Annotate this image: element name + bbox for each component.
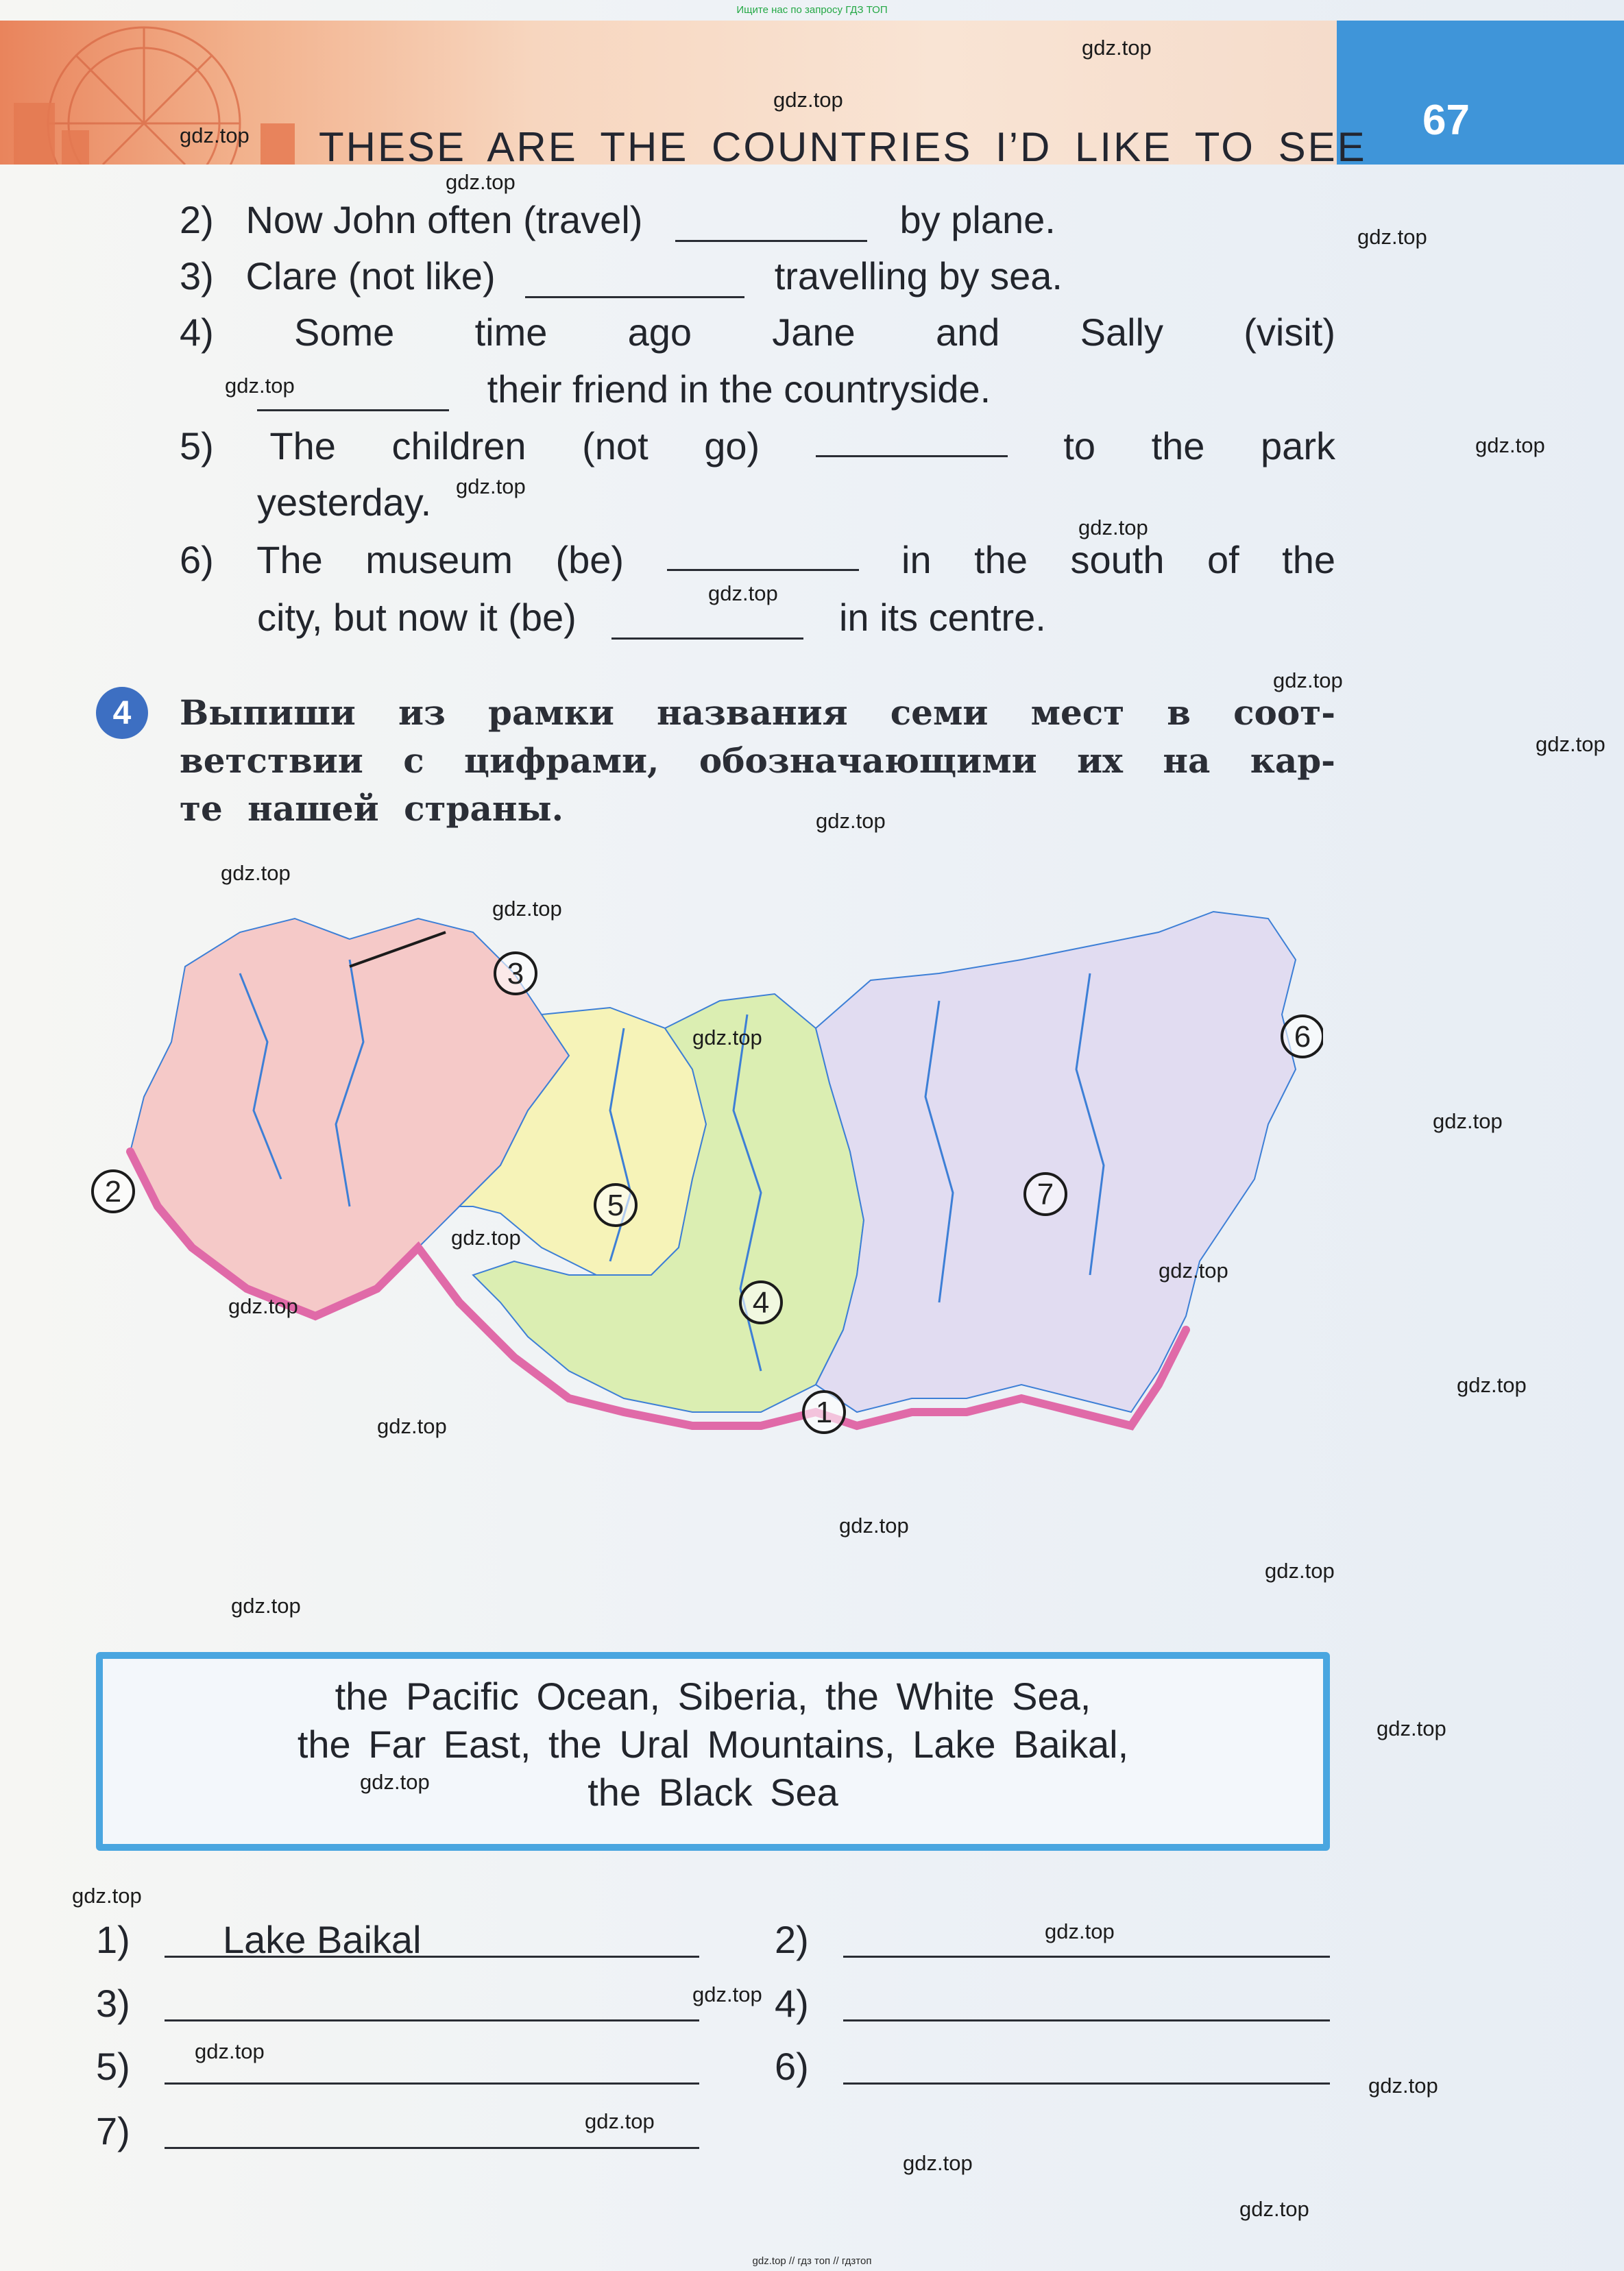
answer-line-4[interactable] — [843, 2019, 1330, 2021]
page-title: THESE ARE THE COUNTRIES I’D LIKE TO SEE — [319, 124, 1367, 170]
exercise-line-5-continued: yesterday. — [257, 481, 432, 524]
answer-number-5: 5) — [96, 2045, 130, 2088]
map-marker-7 — [1025, 1174, 1066, 1215]
map-marker-label: 4 — [752, 1286, 770, 1320]
watermark: gdz.top — [231, 1594, 301, 1618]
watermark: gdz.top — [1045, 1919, 1115, 1943]
map-marker-4 — [740, 1282, 781, 1323]
answer-blank[interactable] — [816, 424, 1008, 457]
answer-line-2[interactable] — [843, 1956, 1330, 1958]
watermark: gdz.top — [1357, 225, 1427, 249]
page-number-tab — [1337, 21, 1624, 165]
watermark: gdz.top — [1078, 515, 1148, 539]
watermark: gdz.top — [692, 1025, 762, 1049]
task-instruction-line-2: ветствии с цифрами, обозначающими их на кар- — [180, 740, 1335, 781]
watermark: gdz.top — [903, 2151, 973, 2175]
exercise-line-4-continued: their friend in the countryside. — [257, 367, 991, 411]
watermark: gdz.top — [1368, 2074, 1438, 2098]
word-box-line-2: the Far East, the Ural Mountains, Lake Baikal, — [297, 1723, 1129, 1766]
map-marker-5 — [595, 1185, 636, 1226]
watermark: gdz.top — [1239, 2197, 1309, 2221]
watermark: gdz.top — [1377, 1716, 1446, 1740]
map-marker-label: 6 — [1294, 1020, 1311, 1054]
word-box-line-1: the Pacific Ocean, Siberia, the White Sea, — [335, 1675, 1091, 1718]
watermark: gdz.top — [72, 1884, 142, 1908]
answer-line-5[interactable] — [165, 2082, 699, 2085]
answer-number-6: 6) — [775, 2045, 809, 2088]
word-box-line-3: the Black Sea — [587, 1771, 838, 1814]
answer-value-1: Lake Baikal — [223, 1918, 422, 1961]
watermark: gdz.top — [816, 809, 886, 833]
exercise-line-5: 5) The children (not go) to the park — [180, 424, 1335, 467]
answer-line-3[interactable] — [165, 2019, 699, 2021]
watermark: gdz.top — [456, 474, 526, 498]
answer-line-6[interactable] — [843, 2082, 1330, 2085]
exercise-line-4: 4) Some time ago Jane and Sally (visit) — [180, 311, 1335, 354]
task-instruction-line-1: Выпиши из рамки названия семи мест в соот- — [180, 692, 1335, 733]
watermark: gdz.top — [228, 1294, 298, 1318]
map-region-east — [816, 912, 1296, 1412]
footer-watermark: gdz.top // гдз топ // гдзтоп — [752, 2255, 872, 2267]
map-marker-2 — [93, 1171, 134, 1212]
russia-map — [89, 891, 1323, 1563]
watermark: gdz.top — [1159, 1259, 1228, 1283]
watermark: gdz.top — [221, 861, 291, 885]
answer-number-2: 2) — [775, 1918, 809, 1961]
map-marker-6 — [1282, 1016, 1323, 1057]
word-box — [96, 1652, 1330, 1851]
watermark: gdz.top — [377, 1414, 447, 1438]
map-marker-label: 3 — [507, 957, 524, 991]
map-regions — [130, 912, 1296, 1412]
watermark: gdz.top — [446, 170, 516, 194]
watermark: gdz.top — [585, 2109, 655, 2133]
map-marker-label: 7 — [1037, 1178, 1054, 1211]
answer-number-4: 4) — [775, 1982, 809, 2025]
exercise-line-3: 3) Clare (not like) travelling by sea. — [180, 254, 1063, 297]
answer-number-1: 1) — [96, 1918, 130, 1961]
watermark: gdz.top — [773, 88, 843, 112]
watermark: gdz.top — [692, 1982, 762, 2006]
watermark: gdz.top — [225, 374, 295, 398]
map-marker-label: 1 — [815, 1396, 833, 1429]
watermark: gdz.top — [1082, 36, 1152, 60]
watermark: gdz.top — [180, 123, 250, 147]
answer-number-3: 3) — [96, 1982, 130, 2025]
page-number: 67 — [1422, 97, 1470, 144]
answer-blank[interactable] — [667, 537, 859, 571]
map-marker-label: 2 — [104, 1175, 122, 1209]
watermark: gdz.top — [1536, 732, 1605, 756]
ferris-wheel-illustration — [0, 21, 329, 165]
watermark: gdz.top — [839, 1514, 909, 1538]
task-number-badge: 4 — [96, 687, 148, 739]
watermark: gdz.top — [1457, 1373, 1527, 1397]
answer-number-7: 7) — [96, 2109, 130, 2152]
watermark: gdz.top — [1273, 668, 1343, 692]
watermark: gdz.top — [1433, 1109, 1503, 1133]
watermark: gdz.top — [492, 897, 562, 921]
map-marker-3 — [495, 953, 536, 994]
watermark: gdz.top — [708, 581, 778, 605]
map-marker-1 — [803, 1392, 845, 1433]
task-instruction-line-3: те нашей страны. — [180, 788, 563, 829]
answer-blank[interactable] — [611, 606, 803, 640]
exercise-line-2: 2) Now John often (travel) by plane. — [180, 198, 1056, 241]
exercise-line-6: 6) The museum (be) in the south of the — [180, 538, 1335, 581]
watermark: gdz.top — [1475, 433, 1545, 457]
exercise-line-6-continued: city, but now it (be) in its centre. — [257, 596, 1046, 639]
watermark: gdz.top — [195, 2039, 265, 2063]
watermark: gdz.top — [1265, 1559, 1335, 1583]
watermark: gdz.top — [451, 1226, 521, 1250]
top-banner: Ищите нас по запросу ГДЗ ТОП — [736, 4, 888, 16]
answer-line-7[interactable] — [165, 2147, 699, 2149]
answer-blank[interactable] — [525, 265, 744, 298]
answer-blank[interactable] — [675, 208, 867, 242]
watermark: gdz.top — [360, 1770, 430, 1794]
map-marker-label: 5 — [607, 1189, 625, 1222]
